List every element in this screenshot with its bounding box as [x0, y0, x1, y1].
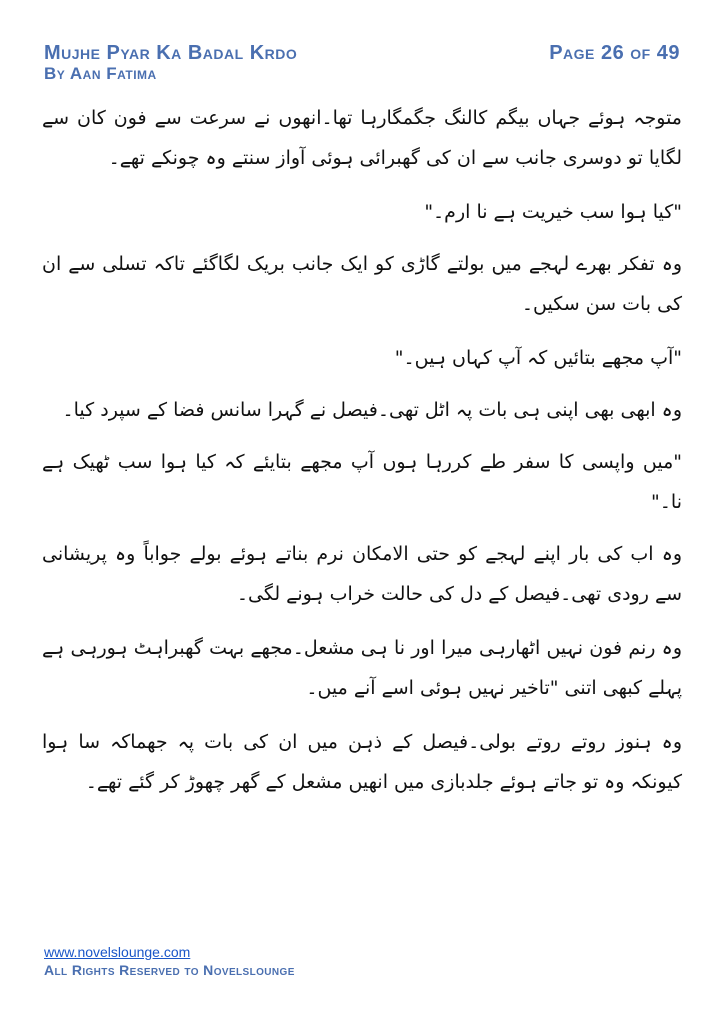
rights-notice: All Rights Reserved to Novelslounge — [44, 962, 295, 978]
dialogue-paragraph: "میں واپسی کا سفر طے کررہا ہوں آپ مجھے بتایئے کہ کیا ہوا سب ٹھیک ہے نا۔" — [42, 451, 682, 513]
dialogue-paragraph: "کیا ہوا سب خیریت ہے نا ارم۔" — [424, 201, 682, 223]
website-link[interactable]: www.novelslounge.com — [44, 944, 191, 960]
dialogue-paragraph: "آپ مجھے بتائیں کہ آپ کہاں ہیں۔" — [394, 347, 682, 369]
paragraph: متوجہ ہوئے جہاں بیگم کالنگ جگمگارہا تھا۔انھوں نے سرعت سے فون کان سے لگایا تو دوسری جانب سے ان کی گھبرائی ہوئی آواز سنتے وہ چونکے تھے۔ — [42, 107, 682, 169]
paragraph: وہ تفکر بھرے لہجے میں بولتے گاڑی کو ایک جانب بریک لگاگئے تاکہ تسلی سے ان کی بات سن سکیں۔ — [42, 253, 682, 315]
paragraph: وہ اب کی بار اپنے لہجے کو حتی الامکان نرم بناتے ہوئے بولے جواباً وہ پریشانی سے رودی تھی۔فیصل کے دل کی حالت خراب ہونے لگی۔ — [42, 543, 682, 605]
paragraph: وہ ہنوز روتے روتے بولی۔فیصل کے ذہن میں ان کی بات پہ جھماکہ سا ہوا کیونکہ وہ تو جاتے ہوئے جلدبازی میں انھیں مشعل کے گھر چھوڑ کر گئے تھے۔ — [42, 731, 682, 793]
novel-title: Mujhe Pyar Ka Badal Krdo — [44, 42, 298, 64]
page-footer — [44, 944, 295, 978]
dialogue-paragraph: وہ رنم فون نہیں اٹھارہی میرا اور نا ہی مشعل۔مجھے بہت گھبراہٹ ہورہی ہے پہلے کبھی اتنی "تاخیر نہیں ہوئی اسے آنے میں۔ — [42, 637, 682, 699]
page-number: Page 26 of 49 — [549, 42, 680, 64]
story-body — [42, 98, 682, 816]
author-line: By Aan Fatima — [44, 64, 157, 83]
paragraph: وہ ابھی بھی اپنی ہی بات پہ اٹل تھی۔فیصل نے گہرا سانس فضا کے سپرد کیا۔ — [62, 399, 682, 421]
